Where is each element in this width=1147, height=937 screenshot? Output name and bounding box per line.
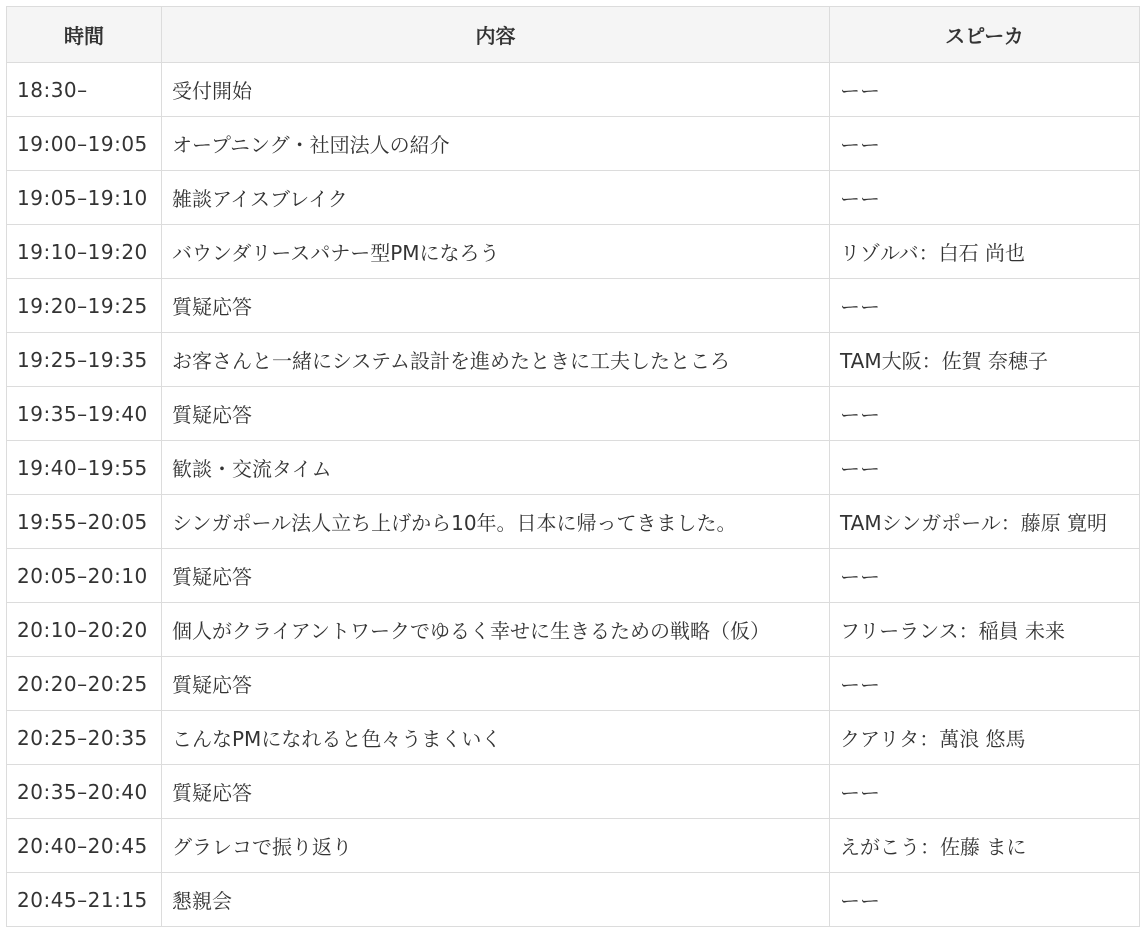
content-cell: お客さんと一緒にシステム設計を進めたときに工夫したところ <box>162 333 830 387</box>
content-cell: グラレコで振り返り <box>162 819 830 873</box>
time-cell: 20:35–20:40 <box>7 765 162 819</box>
time-cell: 19:05–19:10 <box>7 171 162 225</box>
content-cell: 質疑応答 <box>162 765 830 819</box>
time-cell: 19:55–20:05 <box>7 495 162 549</box>
header-content: 内容 <box>162 7 830 63</box>
time-cell: 20:20–20:25 <box>7 657 162 711</box>
speaker-cell: ーー <box>830 387 1140 441</box>
speaker-cell: ーー <box>830 117 1140 171</box>
time-cell: 18:30– <box>7 63 162 117</box>
content-cell: バウンダリースパナー型PMになろう <box>162 225 830 279</box>
time-cell: 19:00–19:05 <box>7 117 162 171</box>
speaker-cell: フリーランス：稲員 未来 <box>830 603 1140 657</box>
time-cell: 19:20–19:25 <box>7 279 162 333</box>
table-row <box>7 765 1140 819</box>
table-row <box>7 873 1140 927</box>
header-speaker: スピーカ <box>830 7 1140 63</box>
table-row <box>7 549 1140 603</box>
speaker-cell: TAMシンガポール：藤原 寛明 <box>830 495 1140 549</box>
content-cell: 質疑応答 <box>162 549 830 603</box>
content-cell: こんなPMになれると色々うまくいく <box>162 711 830 765</box>
content-cell: 雑談アイスブレイク <box>162 171 830 225</box>
content-cell: 受付開始 <box>162 63 830 117</box>
time-cell: 20:45–21:15 <box>7 873 162 927</box>
table-row <box>7 225 1140 279</box>
speaker-cell: リゾルバ：白石 尚也 <box>830 225 1140 279</box>
table-row <box>7 711 1140 765</box>
speaker-cell: ーー <box>830 765 1140 819</box>
speaker-cell: ーー <box>830 279 1140 333</box>
header-time: 時間 <box>7 7 162 63</box>
content-cell: シンガポール法人立ち上げから10年。日本に帰ってきました。 <box>162 495 830 549</box>
speaker-cell: えがこう：佐藤 まに <box>830 819 1140 873</box>
table-row <box>7 171 1140 225</box>
table-row <box>7 603 1140 657</box>
time-cell: 19:40–19:55 <box>7 441 162 495</box>
time-cell: 20:05–20:10 <box>7 549 162 603</box>
table-row <box>7 657 1140 711</box>
content-cell: 質疑応答 <box>162 279 830 333</box>
table-row <box>7 333 1140 387</box>
schedule-header <box>7 7 1140 63</box>
speaker-cell: ーー <box>830 873 1140 927</box>
table-row <box>7 495 1140 549</box>
table-row <box>7 63 1140 117</box>
table-row <box>7 441 1140 495</box>
schedule-body <box>7 63 1140 927</box>
table-row <box>7 387 1140 441</box>
time-cell: 20:40–20:45 <box>7 819 162 873</box>
content-cell: 質疑応答 <box>162 387 830 441</box>
time-cell: 19:25–19:35 <box>7 333 162 387</box>
content-cell: 懇親会 <box>162 873 830 927</box>
header-row <box>7 7 1140 63</box>
speaker-cell: クアリタ：萬浪 悠馬 <box>830 711 1140 765</box>
speaker-cell: ーー <box>830 63 1140 117</box>
content-cell: オープニング・社団法人の紹介 <box>162 117 830 171</box>
speaker-cell: ーー <box>830 657 1140 711</box>
schedule-table <box>6 6 1140 927</box>
content-cell: 質疑応答 <box>162 657 830 711</box>
speaker-cell: ーー <box>830 441 1140 495</box>
time-cell: 19:35–19:40 <box>7 387 162 441</box>
table-row <box>7 819 1140 873</box>
time-cell: 20:10–20:20 <box>7 603 162 657</box>
table-row <box>7 117 1140 171</box>
time-cell: 19:10–19:20 <box>7 225 162 279</box>
speaker-cell: TAM大阪：佐賀 奈穂子 <box>830 333 1140 387</box>
table-row <box>7 279 1140 333</box>
content-cell: 個人がクライアントワークでゆるく幸せに生きるための戦略（仮） <box>162 603 830 657</box>
time-cell: 20:25–20:35 <box>7 711 162 765</box>
speaker-cell: ーー <box>830 171 1140 225</box>
content-cell: 歓談・交流タイム <box>162 441 830 495</box>
speaker-cell: ーー <box>830 549 1140 603</box>
